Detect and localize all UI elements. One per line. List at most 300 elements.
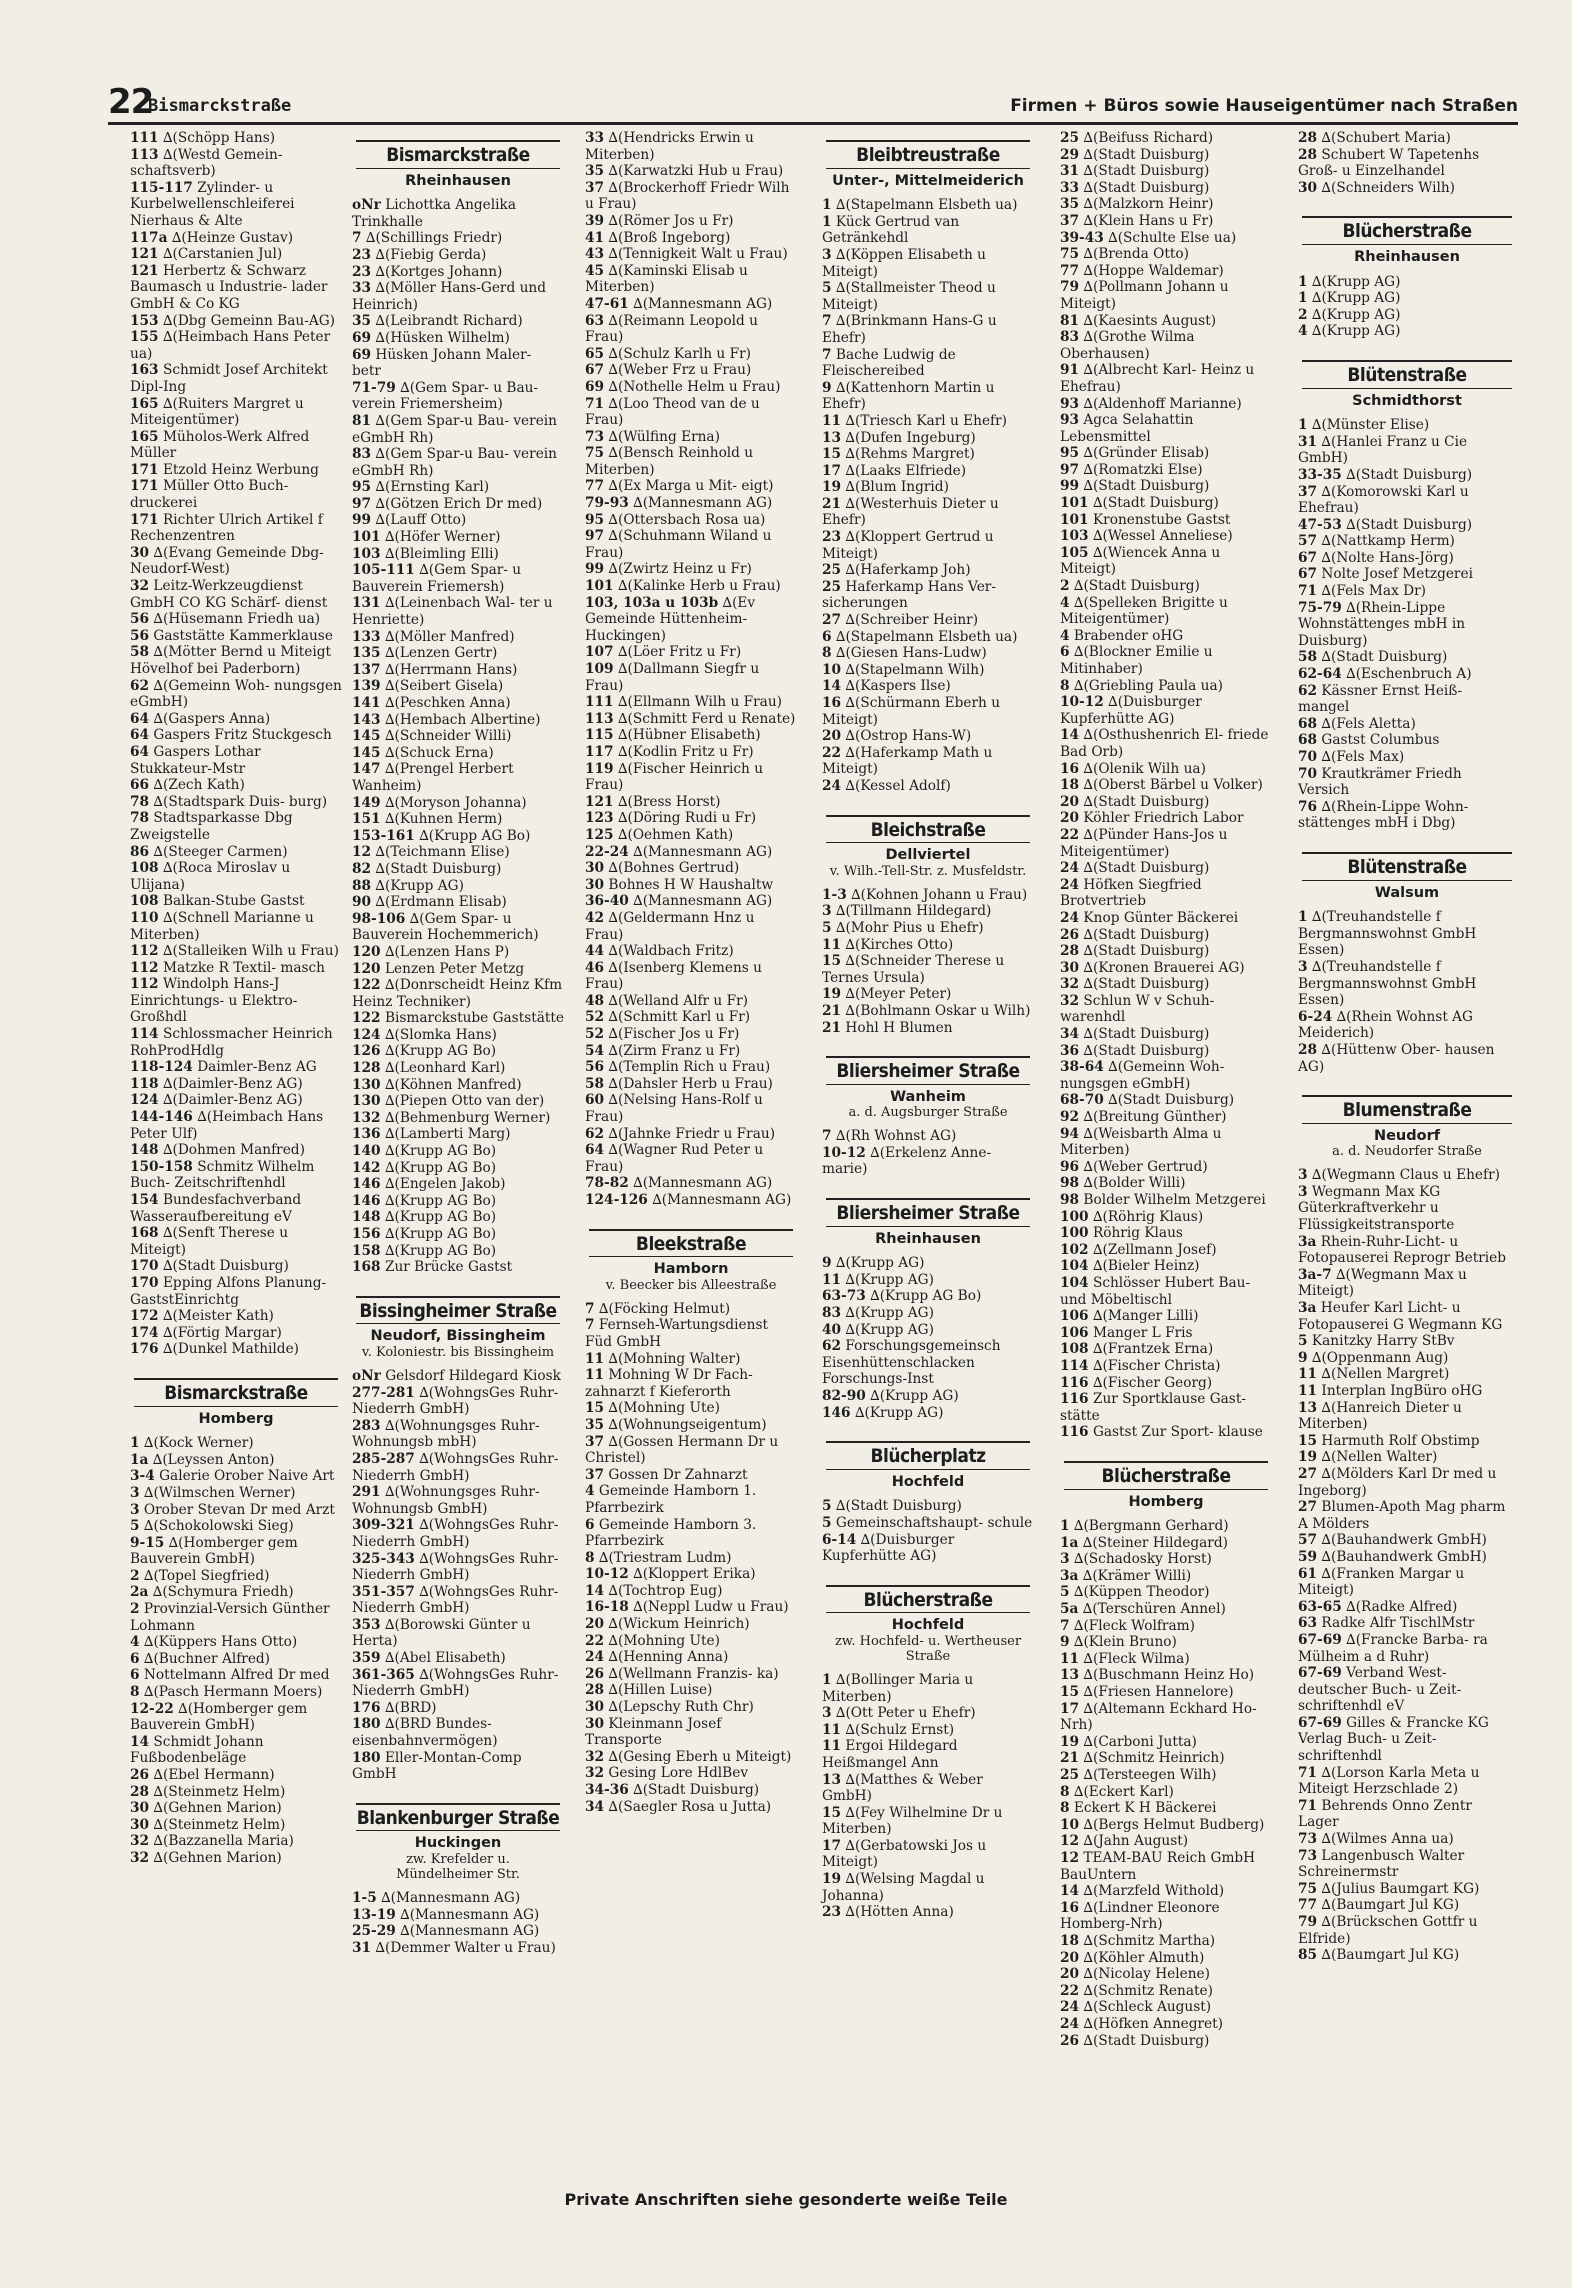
directory-entry	[352, 496, 564, 513]
house-number: 83	[352, 446, 372, 463]
entry-text: ∆(Hötten Anna)	[845, 1904, 954, 1921]
entry-text: Schlossmacher Heinrich RohProdHdlg	[130, 1026, 333, 1059]
directory-entry	[1298, 180, 1516, 197]
house-number: 351-357	[352, 1583, 415, 1600]
street-range-note: a. d. Neudorfer Straße	[1332, 1144, 1482, 1160]
directory-entry	[585, 810, 797, 827]
directory-entry	[585, 1716, 797, 1749]
house-number: 67	[585, 362, 605, 379]
house-number: 1	[1060, 1518, 1070, 1535]
entry-text: ∆(WohngsGes Ruhr-Niederrh GmbH)	[352, 1583, 559, 1617]
house-number: 18	[1060, 777, 1080, 794]
house-number: 15	[822, 953, 842, 970]
entry-text: ∆(Dallmann Siegfr u Frau)	[585, 661, 760, 694]
house-number: 26	[1060, 2032, 1080, 2049]
house-number: 17	[822, 462, 842, 479]
directory-entry	[352, 1193, 564, 1210]
house-number: 39	[585, 212, 605, 229]
house-number: 28	[1298, 130, 1318, 146]
house-number: 176	[130, 1341, 159, 1358]
directory-entry	[352, 546, 564, 563]
house-number: 56	[585, 1059, 605, 1076]
directory-entry	[585, 1467, 797, 1484]
district-name: Walsum	[1374, 884, 1440, 901]
street-heading-block	[1302, 216, 1512, 265]
house-number: 5	[1060, 1584, 1070, 1601]
directory-entry	[1060, 1883, 1272, 1900]
directory-entry	[1060, 163, 1272, 180]
entry-text: ∆(Krupp AG Bo)	[870, 1288, 982, 1305]
entry-text: ∆(Krupp AG Bo)	[384, 1159, 497, 1176]
house-number: 108	[130, 860, 159, 877]
entry-text: ∆(Fleck Wilma)	[1083, 1650, 1190, 1667]
house-number: 112	[130, 976, 159, 993]
house-number: 121	[130, 246, 159, 263]
house-number: 36-40	[585, 893, 629, 910]
entry-text: ∆(Klein Hans u Fr)	[1083, 212, 1214, 229]
entry-text: Herbertz & Schwarz Baumasch u Industrie- lader GmbH & Co KG	[130, 262, 328, 312]
directory-entry	[130, 1452, 342, 1469]
directory-entry	[130, 1833, 342, 1850]
house-number: 113	[585, 710, 614, 727]
directory-entry	[1060, 644, 1272, 677]
entry-text: ∆(Stapelmann Wilh)	[845, 661, 985, 678]
house-number: 117	[585, 743, 614, 760]
directory-entry	[130, 1026, 342, 1059]
directory-entry	[585, 1633, 797, 1650]
entry-text: ∆(Stadt Duisburg)	[1073, 578, 1200, 595]
entry-text: Kanitzky Harry StBv	[1311, 1333, 1455, 1350]
entry-text: ∆(Stadt Duisburg)	[1083, 926, 1210, 943]
directory-entry	[352, 1060, 564, 1077]
entry-text: ∆(Giesen Hans-Ludw)	[835, 645, 987, 662]
directory-entry	[585, 1517, 797, 1550]
directory-entry	[130, 1684, 342, 1701]
directory-entry	[1298, 600, 1516, 650]
entry-text: Lenzen Peter Metzg	[384, 960, 525, 977]
house-number: 14	[822, 678, 842, 695]
house-number: 16	[1060, 760, 1080, 777]
street-heading-block	[826, 1056, 1030, 1120]
house-number: 119	[585, 760, 614, 777]
directory-entry	[352, 1126, 564, 1143]
house-number: 22-24	[585, 843, 629, 860]
entry-text: ∆(Stallmeister Theod u Miteigt)	[822, 280, 996, 313]
house-number: 25	[1060, 130, 1080, 146]
house-number: 147	[352, 761, 381, 778]
entry-text: ∆(Leyssen Anton)	[152, 1451, 275, 1468]
entry-text: ∆(Krupp AG)	[835, 1255, 925, 1272]
house-number: 33	[585, 130, 605, 146]
house-number: 168	[130, 1225, 159, 1242]
entry-text: ∆(Köppen Elisabeth u Miteigt)	[822, 246, 986, 280]
house-number: 5	[822, 919, 832, 936]
entry-text: ∆(Treuhandstelle f Bergmannswohnst GmbH Essen)	[1298, 958, 1477, 1009]
house-number: 27	[822, 612, 842, 629]
entry-text: ∆(Nellen Margret)	[1321, 1366, 1450, 1383]
house-number: 37	[585, 1433, 605, 1450]
house-number: 81	[1060, 312, 1080, 329]
directory-entry	[1060, 761, 1272, 778]
entry-text: Röhrig Klaus	[1092, 1225, 1183, 1242]
street-heading-block	[356, 1803, 560, 1882]
header-section-title: Firmen + Büros sowie Hauseigentümer nach Straßen	[1010, 96, 1518, 116]
entry-text: ∆(Broß Ingeborg)	[608, 229, 731, 246]
house-number: 98	[1060, 1192, 1080, 1208]
directory-entry	[352, 330, 564, 347]
district-name: Unter-, Mittelmeiderich	[832, 172, 1024, 189]
house-number: 34-36	[585, 1782, 629, 1798]
column-6	[1298, 130, 1516, 1964]
house-number: 1	[1298, 909, 1308, 926]
house-number: 22	[585, 1632, 605, 1649]
entry-text: Harmuth Rolf Obstimp	[1321, 1432, 1480, 1449]
house-number: 92	[1060, 1109, 1080, 1126]
house-number: 101	[585, 578, 614, 595]
house-number: 85	[1298, 1947, 1318, 1964]
directory-entry	[352, 347, 564, 380]
directory-entry	[822, 1904, 1034, 1921]
house-number: 20	[1060, 810, 1080, 827]
house-number: 11	[585, 1367, 605, 1384]
directory-entry	[585, 346, 797, 363]
house-number: 111	[585, 694, 614, 711]
directory-entry	[352, 1010, 564, 1027]
entry-text: ∆(Bensch Reinhold u Miterben)	[585, 445, 754, 478]
house-number: 43	[585, 246, 605, 263]
house-number: 34	[1060, 1026, 1080, 1043]
directory-entry	[352, 562, 564, 595]
house-number: 8	[130, 1684, 140, 1701]
entry-text: ∆(Krupp AG Bo)	[384, 1209, 497, 1226]
house-number: 9	[1060, 1634, 1070, 1651]
house-number: 28	[1298, 146, 1318, 163]
directory-entry	[585, 1192, 797, 1209]
directory-entry	[1298, 1499, 1516, 1532]
house-number: 69	[352, 346, 372, 363]
directory-entry	[585, 1682, 797, 1699]
entry-text: ∆(Radke Alfred)	[1346, 1598, 1458, 1615]
entry-text: ∆(Ebel Hermann)	[153, 1767, 275, 1783]
entry-text: ∆(Schmitz Heinrich)	[1083, 1750, 1225, 1767]
directory-entry	[1060, 1424, 1272, 1441]
entry-text: Rhein-Ruhr-Licht- u Fotopauserei Reprogr Betrieb	[1298, 1233, 1507, 1267]
house-number: 27	[1298, 1465, 1318, 1482]
entry-text: ∆(Slomka Hans)	[384, 1026, 497, 1043]
directory-entry	[585, 230, 797, 247]
house-number: 115	[585, 727, 614, 744]
entry-text: ∆(Ott Peter u Ehefr)	[835, 1705, 976, 1722]
directory-entry	[1060, 313, 1272, 330]
house-number: 115-117	[130, 179, 193, 196]
directory-entry	[585, 644, 797, 661]
house-number: 145	[352, 728, 381, 745]
house-number: 46	[585, 959, 605, 976]
entry-text: ∆(Tennigkeit Walt u Frau)	[608, 246, 788, 263]
entry-text: ∆(Altemann Eckhard Ho-Nrh)	[1060, 1700, 1257, 1734]
entry-text: ∆(Heimbach Hans Peter ua)	[130, 329, 331, 362]
house-number: 25	[822, 562, 842, 579]
entry-text: ∆(Kaspers Ilse)	[845, 678, 951, 695]
directory-entry	[1298, 434, 1516, 467]
entry-text: Nottelmann Alfred Dr med	[143, 1667, 330, 1684]
directory-entry	[1060, 727, 1272, 760]
house-number: 142	[352, 1159, 381, 1176]
directory-entry	[1060, 678, 1272, 695]
house-number: 12	[1060, 1849, 1080, 1866]
street-heading-block	[826, 140, 1030, 189]
entry-text: ∆(Mohning Ute)	[608, 1632, 720, 1649]
house-number: 67-69	[1298, 1714, 1342, 1731]
house-number: 100	[1060, 1208, 1089, 1225]
entry-text: ∆(Schreiber Heinr)	[845, 612, 979, 629]
directory-entry	[1060, 196, 1272, 213]
entry-text: Orober Stevan Dr med Arzt	[143, 1501, 335, 1518]
street-heading-block	[1302, 1095, 1512, 1159]
entry-text: ∆(Rh Wohnst AG)	[835, 1128, 957, 1145]
house-number: 3	[1060, 1551, 1070, 1568]
directory-entry	[130, 794, 342, 811]
house-number: 2a	[130, 1584, 149, 1601]
page-street-title: Bismarckstraße	[148, 96, 292, 116]
house-number: 58	[130, 644, 150, 661]
house-number: 39-43	[1060, 229, 1104, 246]
directory-entry	[585, 1483, 797, 1516]
house-number: 32	[585, 1765, 605, 1782]
directory-entry	[585, 1550, 797, 1567]
entry-text: ∆(Hembach Albertine)	[384, 711, 541, 728]
directory-entry	[130, 1734, 342, 1767]
house-number: 11	[1298, 1366, 1318, 1383]
directory-entry	[352, 844, 564, 861]
entry-text: ∆(Haferkamp Joh)	[845, 562, 971, 579]
directory-entry	[130, 810, 342, 843]
directory-entry	[1298, 323, 1516, 340]
house-number: 16	[1060, 1899, 1080, 1916]
entry-text: ∆(Stadt Duisburg)	[1092, 495, 1219, 512]
entry-text: ∆(Hübner Elisabeth)	[617, 727, 761, 744]
entry-text: ∆(Meister Kath)	[162, 1308, 274, 1325]
entry-text: ∆(Kohnen Johann u Frau)	[851, 886, 1028, 903]
directory-entry	[1060, 1175, 1272, 1192]
house-number: 100	[1060, 1225, 1089, 1242]
directory-entry	[1298, 959, 1516, 1009]
house-number: 104	[1060, 1258, 1089, 1275]
entry-text: ∆(Hanlei Franz u Cie GmbH)	[1298, 433, 1468, 467]
house-number: 60	[585, 1092, 605, 1109]
entry-text: ∆(Buchner Alfred)	[143, 1650, 271, 1667]
directory-entry	[1298, 1848, 1516, 1881]
directory-entry	[585, 744, 797, 761]
house-number: 21	[822, 1019, 842, 1036]
directory-entry	[1060, 1684, 1272, 1701]
directory-entry	[352, 1043, 564, 1060]
directory-entry	[822, 446, 1034, 463]
directory-entry	[585, 1583, 797, 1600]
house-number: 5	[822, 1514, 832, 1531]
house-number: 146	[822, 1404, 851, 1421]
directory-entry	[822, 1772, 1034, 1805]
directory-entry	[822, 1871, 1034, 1904]
directory-entry	[822, 645, 1034, 662]
directory-entry	[352, 1160, 564, 1177]
entry-text: ∆(Lepschy Ruth Chr)	[608, 1699, 754, 1716]
house-number: 2	[130, 1601, 140, 1618]
directory-entry	[1298, 1632, 1516, 1665]
directory-entry	[1060, 1126, 1272, 1159]
entry-text: ∆(Kloppert Erika)	[633, 1566, 756, 1583]
house-number: 325-343	[352, 1550, 415, 1567]
directory-entry	[130, 462, 342, 479]
directory-entry	[1298, 274, 1516, 291]
house-number: 32	[130, 1833, 150, 1850]
directory-entry	[130, 893, 342, 910]
entry-text: ∆(Schulz Karlh u Fr)	[608, 345, 751, 362]
house-number: 165	[130, 395, 159, 412]
entry-text: Höfken Siegfried Brotvertrieb	[1060, 876, 1202, 910]
entry-text: Schubert W Tapetenhs Groß- u Einzelhandel	[1298, 146, 1480, 180]
directory-entry	[1060, 694, 1272, 727]
house-number: 171	[130, 511, 159, 528]
entry-text: ∆(Fels Max Dr)	[1321, 583, 1427, 600]
directory-entry	[1298, 1615, 1516, 1632]
directory-entry	[352, 1617, 564, 1650]
directory-entry	[585, 445, 797, 478]
house-number: 121	[130, 262, 159, 279]
directory-entry	[130, 1258, 342, 1275]
directory-entry	[822, 778, 1034, 795]
house-number: 22	[1060, 1982, 1080, 1999]
street-heading-block	[1302, 360, 1512, 409]
directory-entry	[352, 1923, 564, 1940]
house-number: 78-82	[585, 1175, 629, 1192]
street-heading: Blütenstraße	[1302, 852, 1512, 881]
entry-text: ∆(Daimler-Benz AG)	[162, 1092, 303, 1109]
house-number: 30	[585, 1699, 605, 1716]
house-number: 118	[130, 1075, 159, 1092]
house-number: 67-69	[1298, 1665, 1342, 1682]
house-number: 96	[1060, 1158, 1080, 1175]
directory-entry	[1298, 666, 1516, 683]
directory-entry	[1060, 1817, 1272, 1834]
entry-text: ∆(Erkelenz Anne- marie)	[822, 1144, 992, 1178]
house-number: 26	[130, 1767, 150, 1783]
entry-text: ∆(Zirm Franz u Fr)	[608, 1042, 741, 1059]
entry-text: ∆(Gem Spar-u Bau- verein eGmbH Rh)	[352, 446, 557, 479]
directory-entry	[822, 1498, 1034, 1515]
house-number: 10-12	[822, 1144, 866, 1161]
house-number: 121	[585, 793, 614, 810]
entry-text: ∆(Lamberti Marg)	[384, 1126, 511, 1143]
entry-text: ∆(Dunkel Mathilde)	[162, 1341, 300, 1358]
entry-text: ∆(Kalinke Herb u Frau)	[617, 578, 781, 595]
entry-text: Interplan IngBüro oHG	[1321, 1383, 1483, 1399]
street-heading: Bismarckstraße	[134, 1378, 338, 1407]
directory-entry	[1298, 1897, 1516, 1914]
entry-text: Schlösser Hubert Bau- und Möbeltischl	[1060, 1274, 1251, 1308]
house-number: 64	[130, 743, 150, 760]
entry-text: ∆(WohngsGes Ruhr-Niederrh GmbH)	[352, 1450, 559, 1484]
entry-text: ∆(Mannesmann AG)	[400, 1923, 540, 1940]
directory-entry	[822, 1255, 1034, 1272]
directory-entry	[1060, 1518, 1272, 1535]
directory-entry	[130, 744, 342, 777]
entry-text: ∆(Döring Rudi u Fr)	[617, 810, 757, 827]
directory-entry	[1298, 1798, 1516, 1831]
house-number: 125	[585, 826, 614, 843]
entry-text: ∆(Isenberg Klemens u Frau)	[585, 959, 762, 993]
house-number: 31	[1060, 163, 1080, 180]
entry-text: ∆(Topel Siegfried)	[143, 1567, 270, 1584]
directory-entry	[585, 429, 797, 446]
entry-text: ∆(Schmitt Ferd u Renate)	[617, 710, 796, 727]
entry-text: Schmitz Wilhelm Buch- Zeitschriftenhdl	[130, 1158, 315, 1192]
house-number: 71	[1298, 1764, 1318, 1781]
house-number: 8	[1060, 1783, 1070, 1800]
entry-text: ∆(Wilmschen Werner)	[143, 1484, 296, 1501]
entry-text: Matzke R Textil- masch	[162, 959, 325, 976]
house-number: 19	[822, 479, 842, 496]
entry-text: Stadtsparkasse Dbg Zweigstelle	[130, 810, 293, 843]
house-number: 21	[822, 1002, 842, 1019]
directory-entry	[1060, 1325, 1272, 1342]
street-heading-block	[826, 815, 1030, 879]
entry-text: ∆(Steinmetz Helm)	[153, 1783, 286, 1800]
house-number: 32	[130, 578, 150, 595]
house-number: 3	[130, 1501, 140, 1518]
house-number: 148	[130, 1142, 159, 1159]
house-number: 19	[1060, 1733, 1080, 1750]
house-number: 11	[822, 1721, 842, 1738]
entry-text: ∆(Wiencek Anna u Miteigt)	[1060, 544, 1221, 578]
directory-entry	[352, 280, 564, 313]
district-name: Huckingen	[414, 1835, 502, 1852]
entry-text: ∆(Stadt Duisburg)	[1083, 163, 1210, 180]
entry-text: ∆(Homberger gem Bauverein GmbH)	[130, 1534, 298, 1568]
house-number: 3	[1298, 1167, 1308, 1184]
house-number: 9-15	[130, 1534, 165, 1551]
entry-text: ∆(Kuhnen Herm)	[384, 811, 503, 828]
house-number: 14	[1060, 1883, 1080, 1900]
entry-text: ∆(Hillen Luise)	[608, 1682, 713, 1699]
directory-entry	[352, 1667, 564, 1700]
entry-text: ∆(Krupp AG)	[870, 1388, 959, 1404]
house-number: 7	[1060, 1617, 1070, 1634]
entry-text: ∆(Zellmann Josef)	[1092, 1241, 1217, 1258]
entry-text: ∆(Stadt Duisburg)	[1083, 1042, 1210, 1059]
directory-entry	[1298, 1715, 1516, 1765]
house-number: 151	[352, 811, 381, 828]
entry-text: Fernseh-Wartungsdienst Füd GmbH	[585, 1317, 768, 1350]
directory-entry	[352, 1484, 564, 1517]
entry-text: Balkan-Stube Gastst	[162, 893, 305, 910]
entry-text: ∆(Laaks Elfriede)	[845, 462, 967, 479]
house-number: 123	[585, 810, 614, 827]
directory-entry	[1060, 1109, 1272, 1126]
entry-text: ∆(Krupp AG)	[845, 1321, 934, 1338]
house-number: 163	[130, 362, 159, 379]
directory-entry	[1298, 1665, 1516, 1715]
directory-entry	[822, 380, 1034, 413]
house-number: 62	[585, 1125, 605, 1142]
house-number: 14	[1060, 727, 1080, 744]
directory-entry	[1298, 1433, 1516, 1450]
entry-text: ∆(Geldermann Hnz u Frau)	[585, 909, 755, 943]
directory-entry	[822, 662, 1034, 679]
house-number: 70	[1298, 765, 1318, 782]
column-4	[822, 130, 1034, 1921]
entry-text: ∆(Spelleken Brigitte u Miteigentümer)	[1060, 594, 1228, 628]
